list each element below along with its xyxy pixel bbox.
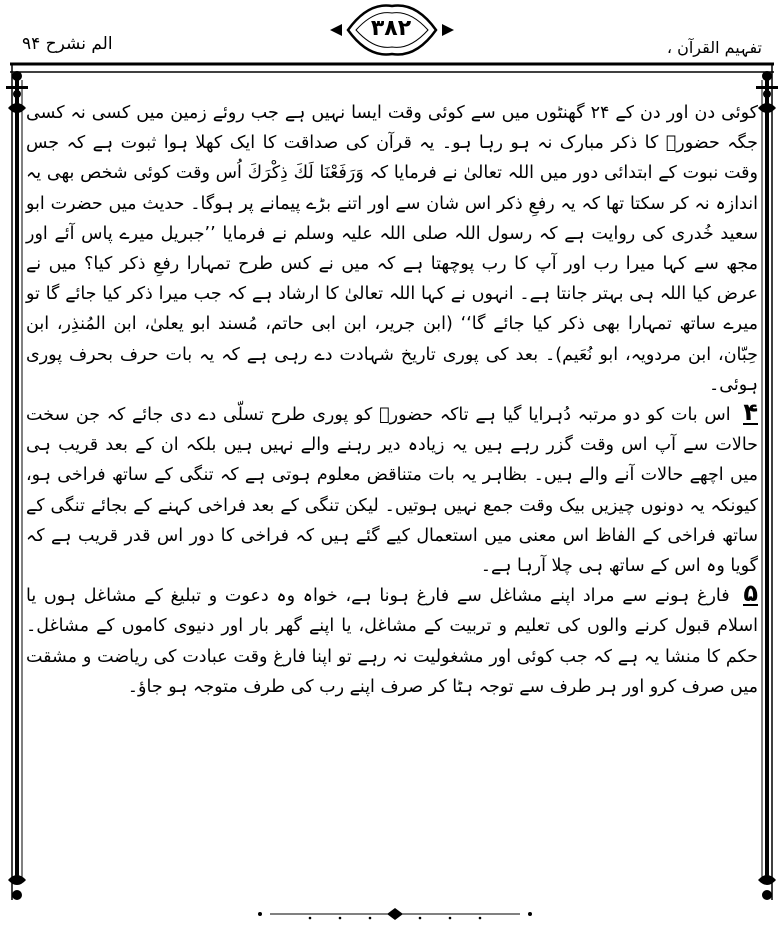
text-line: نہ رہے تو اپنا فارغ وقت عبادت کی ریاضت و مشقت میں صرف کرو اور ہر طرف سے توجہ ہٹا کر صرف اپنے رب کی (26, 646, 758, 697)
text-line: کوئی دن اور دن کے ۲۴ گھنٹوں میں سے کوئی وقت ایسا نہیں ہے جب روئے زمین میں کسی نہ کسی جگہ حضورؐ کا ذکر (26, 103, 758, 154)
paragraph-5 (26, 581, 758, 702)
text-line: کہ گویا وہ اس کے ساتھ ہی چلا آرہا ہے۔ (26, 525, 758, 577)
end-ornament (250, 905, 540, 923)
paragraph-3 (26, 98, 758, 400)
text-line: تمہارا بھی ذکر کیا جائے گا‘‘ (ابن جریر، ابن ابی حاتم، مُسند ابو یعلیٰ، ابن المُنذِر، ابن حِبّان، ابن مردویہ، ابو نُعَیم)۔ بعد کی (26, 314, 758, 365)
commentary-body (26, 98, 758, 702)
text-line: کیا؟ میں نے عرض کیا اللہ ہی بہتر جانتا ہے۔ انہوں نے کہا اللہ تعالیٰ کا ارشاد ہے کہ جب میرا ذکر کیا جائے گا تو میرے ساتھ (26, 254, 758, 335)
text-line: فرمایا ’’جبریل میرے پاس آئے اور مجھ سے کہا میرا رب اور آپ کا رب پوچھتا ہے کہ میں نے کس طرح تمہارا رفعِ ذکر (26, 223, 758, 275)
book-title: تفہیم القرآن ، (666, 38, 762, 57)
paragraph-4 (26, 400, 758, 581)
text-line: اس بات کو دو مرتبہ دُہرایا گیا ہے تاکہ حضورؐ کو پوری طرح تسلّی دے دی جائے کہ جن سخت حالات سے آپ اس (26, 405, 758, 456)
text-line: اتنے بڑے پیمانے پر ہوگا۔ حدیث میں حضرت ابو سعید خُدری کی روایت ہے کہ رسول اللہ صلی اللہ علیہ وسلم نے (26, 193, 758, 244)
footnote-number: ۴ (743, 398, 758, 427)
text-line: طرف متوجہ ہو جاؤ۔ (127, 676, 286, 697)
text-line: مبارک نہ ہو رہا ہو۔ یہ قرآن کی صداقت کا ایک کھلا ہوا ثبوت ہے کہ جس وقت نبوت کے ابتدائی دور میں اللہ تعالیٰ (26, 133, 758, 184)
text-line: فارغ ہونے سے مراد اپنے مشاغل سے فارغ ہونا ہے، خواہ وہ دعوت و تبلیغ کے مشاغل ہوں یا اسلام قبول (26, 586, 758, 637)
text-line: بات متناقض معلوم ہوتی ہے کہ تنگی کے ساتھ فراخی ہو، کیونکہ یہ دونوں چیزیں بیک وقت جمع نہیں ہوتیں۔ لیکن تنگی کے (26, 465, 759, 516)
page-number: ۳۸۲ (370, 16, 412, 41)
text-line: نے فرمایا کہ وَرَفَعْنَا لَكَ ذِكْرَكَ اُس وقت کوئی شخص بھی یہ اندازہ نہ کر سکتا تھا کہ یہ رفعِ ذکر اس شان سے اور (26, 163, 758, 214)
text-line: پوری تاریخ شہادت دے رہی ہے کہ یہ بات حرف بحرف پوری ہوئی۔ (26, 344, 758, 395)
footnote-number: ۵ (743, 579, 758, 608)
text-line: بعد فراخی کہنے کے بجائے تنگی کے ساتھ فراخی کے الفاظ اس معنی میں استعمال کیے گئے ہیں کہ فراخی کا دور اس قدر قریب ہے (26, 495, 758, 546)
text-line: کرنے والوں کی تعلیم و تربیت کے مشاغل، یا اپنے گھر بار اور دنیوی کاموں کے مشاغل۔ حکم کا منشا یہ ہے کہ جب کوئی اور مشغولیت (26, 616, 758, 667)
surah-reference: الم نشرح ۹۴ (22, 34, 113, 54)
text-line: وقت گزر رہے ہیں یہ زیادہ دیر رہنے والے نہیں ہیں بلکہ ان کے بعد قریب ہی میں اچھے حالات آنے والے ہیں۔ بظاہر یہ (26, 435, 758, 486)
